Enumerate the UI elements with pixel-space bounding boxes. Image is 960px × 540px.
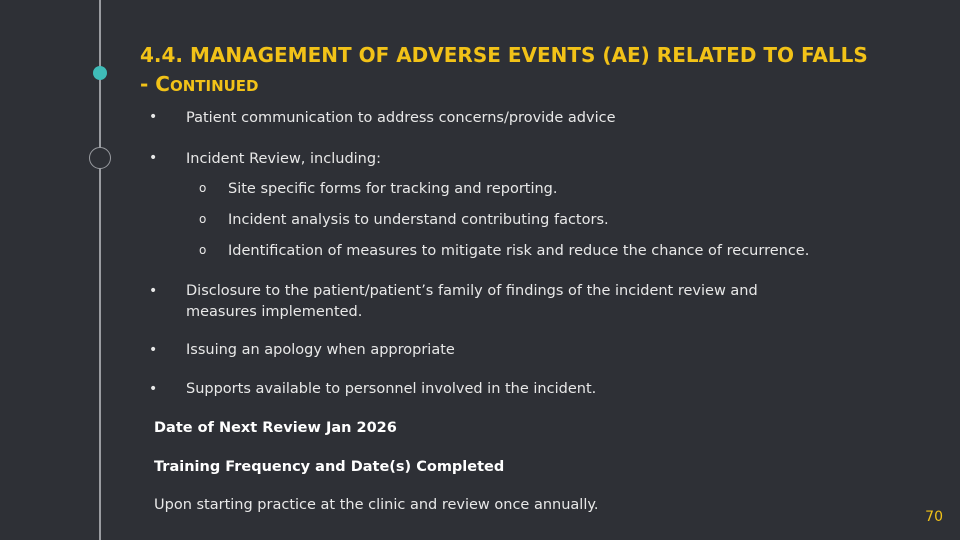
training-text: Upon starting practice at the clinic and review once annually.: [154, 497, 599, 513]
bullet-marker: •: [149, 342, 158, 358]
bullet-marker: •: [149, 283, 158, 299]
title-line-2: - CONTINUED: [140, 72, 259, 96]
bullet-text-continuation: measures implemented.: [186, 304, 363, 320]
sub-bullet-text: Identification of measures to mitigate risk and reduce the chance of recurrence.: [228, 243, 810, 259]
sub-bullet-marker: o: [199, 181, 207, 195]
bullet-text: Incident Review, including:: [186, 151, 381, 167]
timeline-dot: [89, 147, 111, 169]
timeline-dot-active: [93, 66, 107, 80]
sub-bullet-marker: o: [199, 243, 207, 257]
review-date: Date of Next Review Jan 2026: [154, 420, 397, 436]
page-number: 70: [925, 509, 943, 525]
slide-title: [140, 41, 930, 101]
timeline-line: [99, 0, 101, 540]
sub-bullet-text: Incident analysis to understand contributing factors.: [228, 212, 609, 228]
bullet-text: Supports available to personnel involved in the incident.: [186, 381, 597, 397]
bullet-text: Disclosure to the patient/patient’s family of findings of the incident review and: [186, 283, 758, 299]
training-heading: Training Frequency and Date(s) Completed: [154, 459, 505, 475]
bullet-marker: •: [149, 109, 158, 125]
bullet-text: Patient communication to address concerns/provide advice: [186, 110, 616, 126]
bullet-marker: •: [149, 381, 158, 397]
bullet-marker: •: [149, 150, 158, 166]
title-line-1: 4.4. MANAGEMENT OF ADVERSE EVENTS (AE) RELATED TO FALLS: [140, 43, 868, 67]
sub-bullet-text: Site specific forms for tracking and reporting.: [228, 181, 558, 197]
sub-bullet-marker: o: [199, 212, 207, 226]
bullet-text: Issuing an apology when appropriate: [186, 342, 455, 358]
